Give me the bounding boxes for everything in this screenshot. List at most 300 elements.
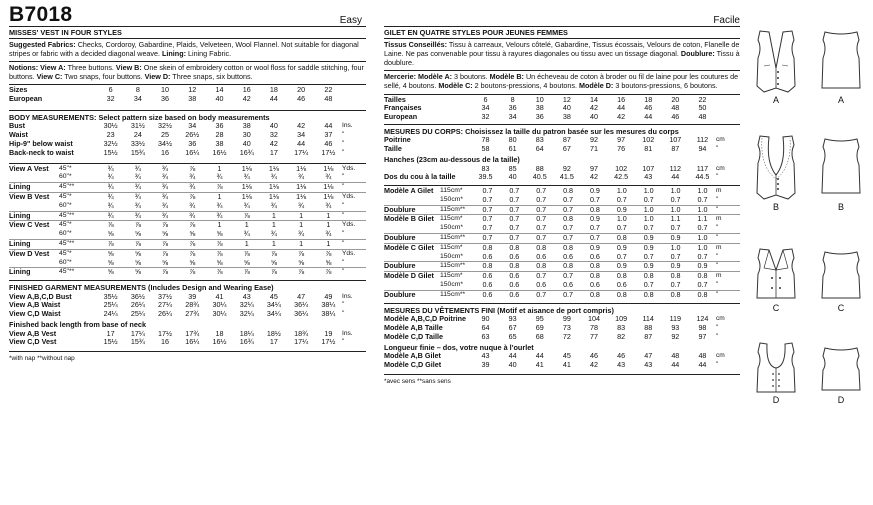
- yardage-row: [9, 183, 366, 193]
- table-cell: 1: [315, 221, 342, 230]
- view-d-back-label: D: [837, 395, 845, 405]
- table-cell: 48: [698, 113, 707, 122]
- table-cell: 46: [297, 95, 306, 104]
- fabric-width: 150cm*: [440, 281, 464, 289]
- table-cell: 47: [297, 292, 306, 301]
- table-cell: 119: [669, 315, 682, 324]
- table-cell: 107: [669, 136, 682, 145]
- table-cell: ⅞: [179, 239, 206, 249]
- view-d-front-drawing: [750, 340, 802, 398]
- view-illustrations: [746, 28, 871, 498]
- table-cell: 16¾: [239, 148, 254, 157]
- hip-label-fr: Hanches (23cm au-dessous de la taille): [384, 155, 520, 164]
- table-cell: 0.7: [474, 215, 501, 224]
- row-label: View C,D Vest: [9, 338, 57, 347]
- table-cell: 95: [535, 315, 544, 324]
- table-cell: 80: [508, 136, 517, 145]
- table-cell: 28¾: [185, 301, 200, 310]
- table-cell: 30¼: [212, 310, 227, 319]
- table-cell: ⅞: [206, 239, 233, 249]
- table-cell: ⅞: [179, 221, 206, 230]
- yardage-row: [384, 290, 740, 299]
- fabric-width: 150cm*: [440, 252, 464, 260]
- yardage-row: [9, 211, 366, 221]
- table-cell: ⅝: [189, 230, 196, 239]
- table-cell: 92: [562, 164, 571, 173]
- table-cell: 43: [644, 360, 653, 369]
- table-cell: ⅞: [315, 249, 342, 258]
- table-row: [384, 145, 740, 154]
- fabric-width: 45"*: [59, 192, 97, 201]
- row-label: Lining: [9, 268, 59, 277]
- table-cell: ¾: [325, 201, 332, 210]
- table-cell: 0.6: [501, 272, 528, 281]
- table-cell: 47: [644, 352, 653, 361]
- row-label: Dos du cou à la taille: [384, 173, 456, 182]
- table-cell: 17¾: [185, 329, 200, 338]
- table-cell: 6: [483, 95, 488, 104]
- table-cell: 17¼: [294, 148, 309, 157]
- table-cell: 117: [696, 164, 709, 173]
- yardage-row: [9, 259, 366, 268]
- table-cell: 0.7: [616, 224, 627, 233]
- yardage-row: [384, 234, 740, 244]
- row-label: View D Vest: [9, 249, 59, 258]
- table-cell: 0.9: [689, 262, 716, 272]
- table-cell: 64: [535, 145, 544, 154]
- row-label: Modèle C Gilet: [384, 243, 440, 252]
- table-cell: 0.7: [528, 215, 555, 224]
- table-cell: 40: [215, 95, 224, 104]
- table-cell: 0.7: [536, 187, 547, 196]
- unit: ": [716, 224, 719, 232]
- table-cell: 15¾: [130, 338, 145, 347]
- table-cell: 16¼: [185, 148, 200, 157]
- table-cell: 15½: [103, 338, 118, 347]
- table-cell: 27¾: [185, 310, 200, 319]
- table-cell: 0.9: [582, 215, 609, 224]
- table-cell: 0.7: [555, 290, 582, 299]
- table-cell: 1.0: [608, 215, 635, 224]
- row-label: Modèle A,B,C,D Poitrine: [384, 315, 466, 324]
- table-cell: ¾: [298, 173, 305, 182]
- table-cell: 0.8: [582, 272, 609, 281]
- table-cell: 0.7: [643, 224, 654, 233]
- unit: cm: [716, 164, 725, 172]
- row-label: Modèle B Gilet: [384, 215, 440, 224]
- table-cell: ⅞: [151, 249, 178, 258]
- unit: cm: [716, 136, 725, 144]
- table-cell: 0.8: [555, 262, 582, 272]
- table-cell: 0.7: [589, 224, 600, 233]
- table-row: [9, 338, 366, 347]
- view-a-front-label: A: [772, 95, 779, 105]
- table-row: [9, 131, 366, 140]
- table-cell: 1⅛: [288, 183, 315, 193]
- table-cell: 67: [562, 145, 571, 154]
- finished-measurements-title-fr: MESURES DU VÊTEMENTS FINI (Motif et aisance de port compris): [384, 305, 614, 315]
- table-cell: ¾: [162, 173, 169, 182]
- table-cell: 17½: [158, 329, 173, 338]
- unit: [342, 95, 366, 104]
- table-cell: 68: [535, 332, 544, 341]
- row-label: Doublure: [384, 205, 440, 215]
- table-cell: 0.7: [697, 195, 708, 204]
- body-measurements-table: [9, 122, 366, 157]
- table-cell: 58: [481, 145, 490, 154]
- table-cell: 14: [589, 95, 598, 104]
- table-cell: 99: [562, 315, 571, 324]
- table-cell: 0.8: [635, 290, 662, 299]
- yardage-row: [384, 253, 740, 262]
- table-cell: 0.7: [528, 205, 555, 215]
- table-cell: 0.6: [482, 281, 493, 290]
- row-label: Lining: [9, 239, 59, 249]
- table-cell: 17½: [321, 338, 336, 347]
- row-label: Modèle D Gilet: [384, 272, 440, 281]
- table-cell: 0.7: [501, 215, 528, 224]
- table-cell: 0.6: [482, 252, 493, 261]
- table-row: [384, 361, 740, 370]
- table-cell: 42: [297, 122, 306, 131]
- fabric-width: 115cm*: [440, 215, 474, 224]
- table-cell: 90: [481, 315, 490, 324]
- yardage-row: [384, 262, 740, 272]
- table-cell: ¾: [162, 201, 169, 210]
- table-cell: 40.5: [532, 173, 547, 182]
- table-cell: 1.0: [689, 205, 716, 215]
- table-row: [9, 86, 366, 95]
- unit: ": [716, 145, 719, 153]
- table-cell: 10: [535, 95, 544, 104]
- table-cell: 112: [669, 164, 682, 173]
- table-cell: 38: [535, 104, 544, 113]
- table-cell: 0.6: [509, 281, 520, 290]
- table-cell: 44: [324, 122, 333, 131]
- table-cell: 17: [269, 148, 278, 157]
- row-label: Doublure: [384, 262, 440, 272]
- table-cell: 0.8: [528, 262, 555, 272]
- table-cell: 1.0: [662, 205, 689, 215]
- fabric-width: 45"**: [59, 239, 97, 249]
- row-label: [384, 253, 440, 262]
- table-cell: ¾: [97, 183, 124, 193]
- table-cell: 46: [589, 352, 598, 361]
- body-measurements-title: BODY MEASUREMENTS: Select pattern size based on body measurements: [9, 112, 270, 122]
- table-cell: 87: [562, 136, 571, 145]
- table-cell: 0.9: [608, 262, 635, 272]
- table-cell: 0.7: [555, 234, 582, 244]
- table-cell: 81: [644, 145, 653, 154]
- table-cell: 0.7: [670, 195, 681, 204]
- table-cell: 22: [698, 95, 707, 104]
- unit: ": [716, 332, 719, 340]
- table-cell: 26¼: [158, 310, 173, 319]
- table-cell: 46: [617, 352, 626, 361]
- view-b-row: [746, 133, 871, 243]
- fabric-width: 60"*: [59, 230, 72, 238]
- unit: ": [342, 310, 345, 318]
- table-cell: 0.6: [616, 281, 627, 290]
- table-row: [384, 96, 740, 105]
- table-cell: 0.9: [635, 243, 662, 252]
- table-cell: 1.0: [689, 234, 716, 244]
- table-cell: 17¼: [294, 338, 309, 347]
- table-cell: 0.7: [555, 205, 582, 215]
- table-cell: 18¾: [294, 329, 309, 338]
- table-cell: 42: [589, 104, 598, 113]
- table-cell: 0.6: [509, 252, 520, 261]
- table-cell: 0.7: [616, 195, 627, 204]
- table-cell: 77: [589, 332, 598, 341]
- table-cell: 0.8: [635, 272, 662, 281]
- table-row: [9, 330, 366, 339]
- row-label: [9, 173, 59, 182]
- table-row: [9, 95, 366, 104]
- table-cell: 42: [589, 173, 598, 182]
- table-cell: 107: [642, 164, 655, 173]
- table-cell: 24¼: [103, 310, 118, 319]
- table-cell: 0.9: [662, 234, 689, 244]
- table-cell: 32: [106, 95, 115, 104]
- table-cell: 37½: [158, 292, 173, 301]
- unit: cm: [716, 315, 725, 323]
- fabric-width: 115cm*: [440, 272, 474, 281]
- row-label: View C,D Waist: [9, 310, 61, 319]
- row-label: View A,B,C,D Bust: [9, 292, 72, 301]
- yardage-table: [9, 165, 366, 278]
- unit: ": [342, 230, 345, 238]
- english-column: [9, 2, 366, 362]
- table-cell: 30¼: [212, 301, 227, 310]
- table-cell: ¾: [134, 173, 141, 182]
- table-cell: 41: [562, 360, 571, 369]
- table-cell: 1: [233, 239, 260, 249]
- view-c-front-drawing: [750, 246, 802, 306]
- table-cell: ⅞: [124, 239, 151, 249]
- unit: m: [716, 215, 740, 224]
- table-cell: 8: [135, 86, 140, 95]
- table-cell: 39: [188, 292, 197, 301]
- pattern-number: B7018: [9, 3, 73, 26]
- table-cell: 36: [508, 104, 517, 113]
- table-cell: 0.7: [482, 195, 493, 204]
- table-cell: 0.8: [555, 243, 582, 252]
- table-cell: 0.7: [528, 290, 555, 299]
- table-cell: 0.7: [563, 224, 574, 233]
- table-cell: 1.0: [670, 187, 681, 196]
- table-cell: ⅞: [179, 192, 206, 201]
- row-label: Poitrine: [384, 136, 411, 145]
- table-cell: ⅞: [124, 221, 151, 230]
- unit: ": [342, 301, 345, 309]
- table-cell: 0.8: [582, 290, 609, 299]
- table-cell: 0.6: [536, 252, 547, 261]
- table-cell: 17½: [321, 148, 336, 157]
- yardage-row: [384, 281, 740, 290]
- table-cell: 1: [260, 211, 287, 221]
- unit: ": [716, 290, 740, 299]
- table-cell: 36: [535, 113, 544, 122]
- table-cell: 42: [617, 113, 626, 122]
- table-cell: 0.7: [670, 252, 681, 261]
- table-cell: 102: [615, 164, 628, 173]
- unit: ": [716, 252, 719, 260]
- table-cell: 16: [242, 86, 251, 95]
- table-cell: 87: [644, 332, 653, 341]
- table-cell: 44: [535, 352, 544, 361]
- table-cell: 46: [671, 113, 680, 122]
- table-cell: 30½: [103, 122, 118, 131]
- table-cell: ⅝: [325, 258, 332, 267]
- table-cell: 0.8: [501, 262, 528, 272]
- table-row: [9, 122, 366, 131]
- table-cell: ⅞: [233, 249, 260, 258]
- table-cell: 0.7: [697, 281, 708, 290]
- table-cell: 24: [133, 131, 142, 140]
- fabric-width: 150cm*: [440, 195, 464, 203]
- table-cell: 1.0: [616, 187, 627, 196]
- table-cell: 0.6: [474, 290, 501, 299]
- table-cell: 44: [698, 360, 707, 369]
- table-cell: 0.8: [582, 262, 609, 272]
- table-cell: 0.8: [582, 205, 609, 215]
- unit: Yds.: [342, 164, 356, 172]
- table-cell: ¾: [216, 201, 223, 210]
- fabric-width: 45"**: [59, 183, 97, 193]
- table-cell: 25: [161, 131, 170, 140]
- table-row: [9, 140, 366, 149]
- unit: ": [716, 360, 719, 368]
- table-cell: 36: [215, 122, 224, 131]
- table-cell: ¾: [124, 192, 151, 201]
- unit: ": [342, 258, 345, 266]
- table-cell: 69: [535, 323, 544, 332]
- table-cell: 23: [106, 131, 115, 140]
- unit: ": [342, 131, 345, 139]
- table-cell: 0.8: [689, 290, 716, 299]
- table-cell: 43: [242, 292, 251, 301]
- table-cell: 61: [508, 145, 517, 154]
- table-cell: ⅞: [179, 268, 206, 277]
- table-cell: 1⅛: [241, 164, 252, 173]
- table-cell: 0.8: [474, 243, 501, 252]
- table-cell: 1⅛: [323, 164, 334, 173]
- table-cell: ⅝: [162, 258, 169, 267]
- table-cell: 1: [260, 239, 287, 249]
- table-cell: ⅝: [124, 249, 151, 258]
- table-cell: 46: [644, 104, 653, 113]
- table-row: [384, 104, 740, 113]
- table-cell: 16: [617, 95, 626, 104]
- table-cell: 27¼: [158, 301, 173, 310]
- table-cell: ¾: [97, 192, 124, 201]
- fabric-width: 60"*: [59, 173, 72, 181]
- table-cell: 0.7: [670, 281, 681, 290]
- table-cell: 36¼: [294, 310, 309, 319]
- table-cell: 67: [508, 323, 517, 332]
- table-cell: 43: [644, 173, 653, 182]
- table-cell: 42.5: [614, 173, 629, 182]
- table-cell: 0.7: [482, 224, 493, 233]
- row-label: Lining: [9, 211, 59, 221]
- table-cell: 1⅛: [260, 192, 287, 201]
- table-cell: 34: [508, 113, 517, 122]
- table-cell: ⅝: [216, 230, 223, 239]
- view-d-back-drawing: [816, 344, 866, 396]
- table-cell: 16: [161, 148, 170, 157]
- table-cell: 0.9: [608, 205, 635, 215]
- suggested-fabrics-fr: Tissus Conseillés: Tissu à carreaux, Velours côtelé, Gabardine, Tissus écossais, Velours de coton, Flanelle de Laine. Ne pas convenable pour tissu à rayures diagonales ou tissu avec un tissage diagonal. Doublure: Tissu à doublure.: [384, 39, 740, 67]
- table-cell: ¾: [124, 183, 151, 193]
- table-cell: 109: [615, 315, 628, 324]
- table-cell: 78: [589, 323, 598, 332]
- table-row: [384, 352, 740, 361]
- table-cell: 44: [617, 104, 626, 113]
- table-cell: 34¼: [266, 301, 281, 310]
- unit: ": [342, 211, 366, 221]
- unit: ": [716, 195, 719, 203]
- table-cell: ¾: [325, 230, 332, 239]
- table-cell: ¾: [270, 173, 277, 182]
- row-label: Taille: [384, 145, 402, 154]
- table-cell: 0.6: [563, 252, 574, 261]
- table-cell: 72: [562, 332, 571, 341]
- nap-footnote: *with nap **without nap: [9, 355, 75, 363]
- table-cell: 40: [269, 122, 278, 131]
- table-cell: 0.8: [662, 272, 689, 281]
- table-cell: 1: [260, 221, 287, 230]
- body-measurements-title-fr: MESURES DU CORPS: Choisissez la taille du patron basée sur les mesures du corps: [384, 126, 679, 136]
- table-cell: ⅞: [151, 239, 178, 249]
- table-cell: 38: [562, 113, 571, 122]
- table-cell: 44: [671, 173, 680, 182]
- table-cell: 124: [696, 315, 709, 324]
- table-cell: 83: [535, 136, 544, 145]
- table-cell: 0.6: [589, 281, 600, 290]
- table-cell: ¾: [134, 201, 141, 210]
- table-cell: ¾: [97, 211, 124, 221]
- table-cell: ⅞: [151, 268, 178, 277]
- yardage-row: [9, 268, 366, 277]
- row-label: Modèle A,B Gilet: [384, 352, 441, 361]
- table-cell: 18½: [266, 329, 281, 338]
- table-cell: ¾: [270, 230, 277, 239]
- unit: Ins.: [342, 122, 353, 130]
- table-cell: 34: [481, 104, 490, 113]
- table-cell: 93: [671, 323, 680, 332]
- yardage-table-fr: [384, 187, 740, 300]
- table-cell: 32½: [103, 140, 118, 148]
- row-label: [384, 224, 440, 233]
- garment-title: MISSES' VEST IN FOUR STYLES: [9, 28, 122, 37]
- table-cell: 98: [698, 323, 707, 332]
- table-cell: 1: [288, 211, 315, 221]
- fabric-width: 60"*: [59, 258, 72, 266]
- table-cell: 32¼: [239, 310, 254, 319]
- table-cell: 0.9: [635, 262, 662, 272]
- table-cell: 36¼: [294, 301, 309, 310]
- french-header: [384, 2, 740, 26]
- table-cell: 0.7: [509, 195, 520, 204]
- table-cell: 42: [589, 360, 598, 369]
- table-cell: ¾: [298, 201, 305, 210]
- table-cell: 16¼: [185, 338, 200, 347]
- fabric-width: 150cm*: [440, 224, 464, 232]
- fabric-width: 45"*: [59, 249, 97, 258]
- table-cell: ¾: [243, 230, 250, 239]
- table-cell: 1⅛: [315, 192, 342, 201]
